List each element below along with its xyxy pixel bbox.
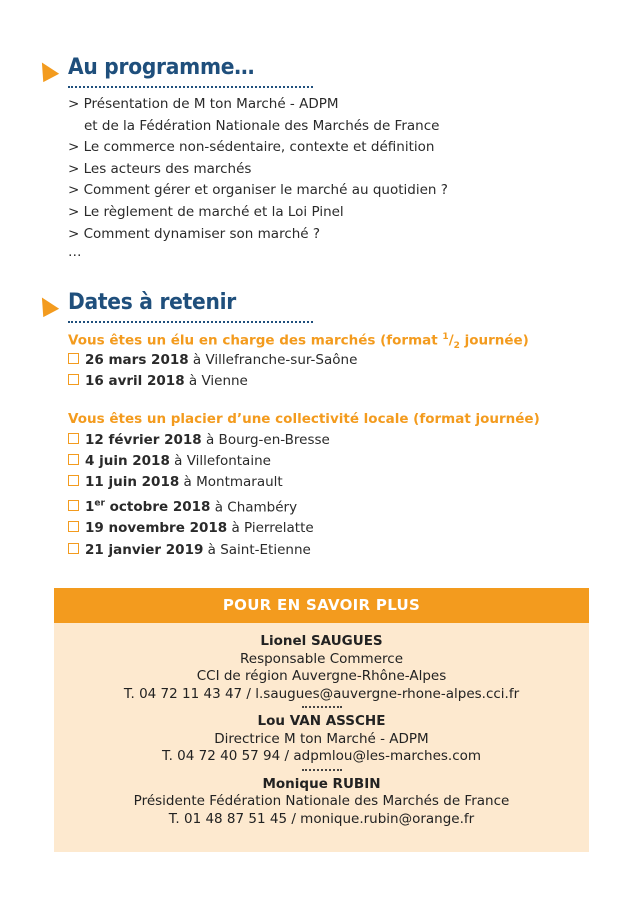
date-item: 11 juin 2018 à Montmarault — [68, 472, 330, 493]
contact-role: Directrice M ton Marché - ADPM — [214, 730, 429, 747]
date-item: 16 avril 2018 à Vienne — [68, 371, 357, 392]
programme-title: Au programme… — [68, 55, 255, 80]
contact-name: Lou VAN ASSCHE — [257, 713, 386, 729]
dates-title: Dates à retenir — [68, 290, 236, 315]
list-item-continuation: et de la Fédération Nationale des Marchés de France — [84, 117, 440, 134]
checkbox-icon — [68, 475, 79, 486]
checkbox-icon — [68, 433, 79, 444]
list-item — [68, 94, 448, 137]
checkbox-icon — [68, 521, 79, 532]
contact-phone-email: T. 04 72 11 43 47 / l.saugues@auvergne-rhone-alpes.cci.fr — [123, 685, 520, 702]
list-item: > Les acteurs des marchés — [68, 160, 252, 177]
checkbox-icon — [68, 454, 79, 465]
checkbox-icon — [68, 374, 79, 385]
checkbox-icon — [68, 543, 79, 554]
contact-role: Présidente Fédération Nationale des Marchés de France — [133, 793, 510, 809]
list-item: > Comment dynamiser son marché ? — [68, 225, 321, 242]
triangle-bullet-icon — [35, 293, 59, 317]
triangle-bullet-icon — [35, 58, 59, 82]
date-item: 12 février 2018 à Bourg-en-Bresse — [68, 430, 330, 451]
date-item: 1er octobre 2018 à Chambéry — [68, 494, 330, 519]
contact-phone-email: T. 01 48 87 51 45 / monique.rubin@orange.fr — [168, 810, 475, 827]
checkbox-icon — [68, 353, 79, 364]
list-ellipsis: … — [68, 244, 82, 261]
contact-card — [54, 633, 589, 703]
contact-card — [54, 776, 589, 829]
group2-dates-list — [68, 430, 330, 561]
list-item: > Comment gérer et organiser le marché au quotidien ? — [68, 182, 448, 199]
group1-dates-list — [68, 350, 357, 392]
info-box — [54, 588, 589, 852]
date-item: 19 novembre 2018 à Pierrelatte — [68, 518, 330, 539]
dates-divider — [68, 321, 313, 323]
contact-name: Monique RUBIN — [262, 775, 381, 792]
list-item: > Le commerce non-sédentaire, contexte et définition — [68, 139, 435, 156]
group1-heading: Vous êtes un élu en charge des marchés (format $^1/_2$ journée) — [68, 332, 529, 352]
info-box-title: POUR EN SAVOIR PLUS — [54, 588, 589, 623]
programme-divider — [68, 86, 313, 88]
contact-phone-email: T. 04 72 40 57 94 / adpmlou@les-marches.com — [161, 748, 482, 764]
list-item: > Le règlement de marché et la Loi Pinel — [68, 203, 344, 220]
contact-name: Lionel SAUGUES — [260, 633, 383, 649]
contact-role: Responsable Commerce — [240, 650, 403, 667]
contact-card — [54, 713, 589, 766]
checkbox-icon — [68, 500, 79, 511]
date-item: 4 juin 2018 à Villefontaine — [68, 451, 330, 472]
contact-separator — [302, 769, 342, 771]
list-item-text: > Présentation de M ton Marché - ADPM — [68, 96, 339, 112]
date-item: 26 mars 2018 à Villefranche-sur-Saône — [68, 350, 357, 371]
programme-list — [68, 94, 448, 259]
contact-organisation: CCI de région Auvergne-Rhône-Alpes — [196, 668, 447, 684]
contact-separator — [302, 706, 342, 708]
group2-heading: Vous êtes un placier d’une collectivité locale (format journée) — [68, 411, 540, 427]
date-item: 21 janvier 2019 à Saint-Etienne — [68, 540, 330, 561]
